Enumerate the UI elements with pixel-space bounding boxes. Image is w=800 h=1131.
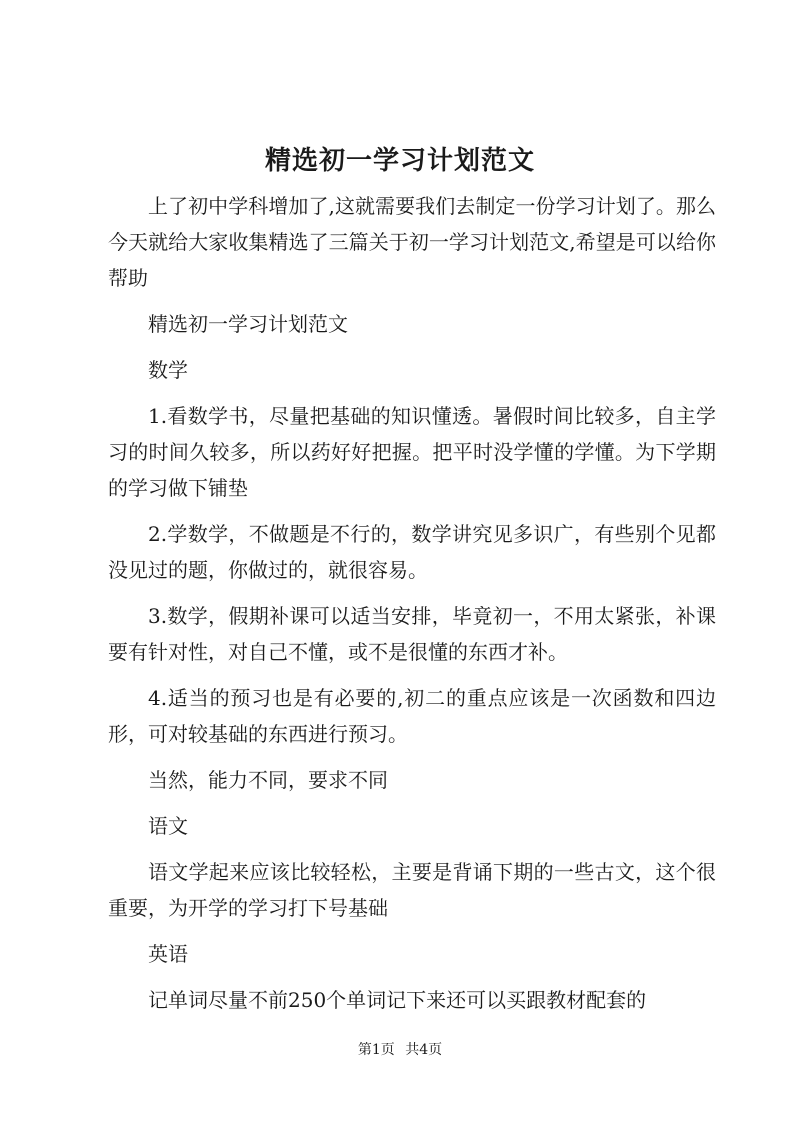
math-note: 当然，能力不同，要求不同 [148, 768, 388, 792]
section-heading: 精选初一学习计划范文 [148, 312, 348, 336]
math-item-1: 1.看数学书，尽量把基础的知识懂透。暑假时间比较多，自主学习的时间久较多，所以药好好把握。把平时没学懂的学懂。为下学期的学习做下铺垫 [108, 404, 716, 500]
chinese-paragraph: 语文学起来应该比较轻松，主要是背诵下期的一些古文，这个很重要，为开学的学习打下号基础 [108, 860, 716, 920]
subject-heading-chinese: 语文 [148, 814, 188, 838]
document-title: 精选初一学习计划范文 [264, 146, 535, 176]
english-paragraph: 记单词尽量不前250个单词记下来还可以买跟教材配套的 [148, 988, 647, 1012]
math-item-4: 4.适当的预习也是有必要的,初二的重点应该是一次函数和四边形，可对较基础的东西进行预习。 [108, 686, 716, 746]
math-item-2: 2.学数学，不做题是不行的，数学讲究见多识广，有些别个见都没见过的题，你做过的，就很容易。 [108, 522, 716, 582]
math-item-3: 3.数学，假期补课可以适当安排，毕竟初一，不用太紧张，补课要有针对性，对自己不懂，或不是很懂的东西才补。 [108, 604, 716, 664]
page-number: 第1页 [357, 1042, 395, 1058]
subject-heading-math: 数学 [148, 358, 188, 382]
page-total: 共4页 [405, 1042, 443, 1058]
intro-paragraph: 上了初中学科增加了,这就需要我们去制定一份学习计划了。那么今天就给大家收集精选了三篇关于初一学习计划范文,希望是可以给你帮助 [108, 194, 716, 290]
document-body [108, 188, 716, 1028]
page-footer [0, 1040, 800, 1060]
subject-heading-english: 英语 [148, 942, 188, 966]
